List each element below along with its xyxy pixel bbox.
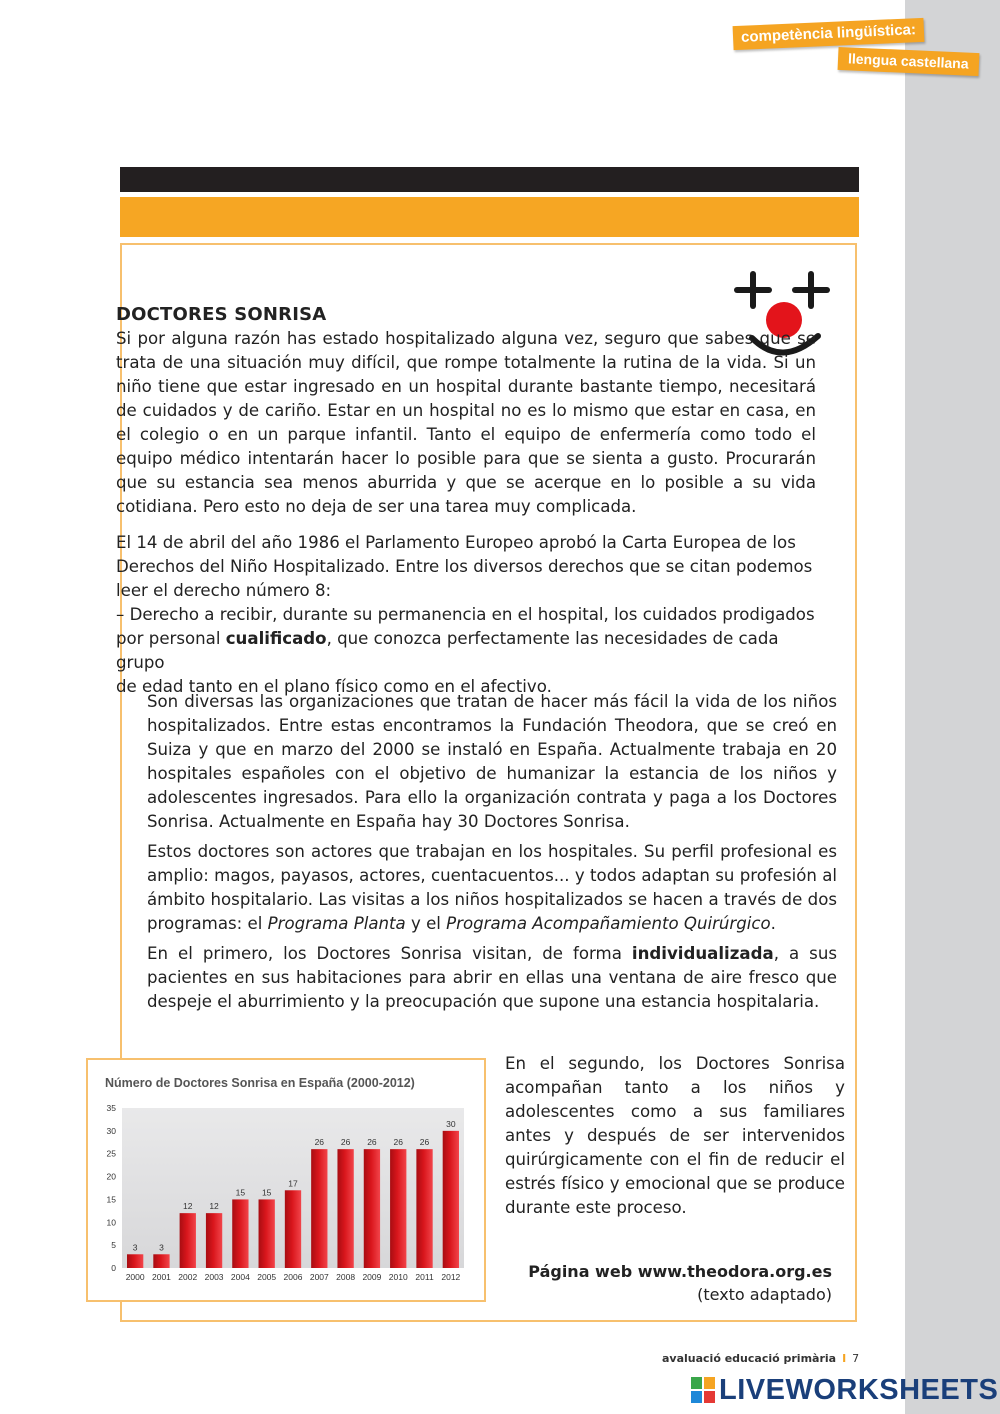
header-black-bar: [120, 167, 859, 192]
bar-value-label: 26: [393, 1137, 403, 1148]
bar-2002: [180, 1213, 196, 1268]
paragraph-intro: Si por alguna razón has estado hospitalizado alguna vez, seguro que sabes que se trata de una situación muy difícil, que rompe totalmente la rutina de la vida. Si un niño tiene que estar ingresado en un hospital durante bastante tiempo, necesitará de cuidados y de cariño. Estar en un hospital no es lo mismo que estar en casa, en el colegio o en un parque infantil. Tanto el equipo de enfermería como todo el equipo médico intentarán hacer lo posible para que se sienta a gusto. Procurarán que su estancia sea menos aburrida y que se acerque en lo posible a su vida cotidiana. Pero esto no deja de ser una tarea muy complicada.: [116, 329, 816, 516]
y-tick-label: 20: [106, 1171, 116, 1182]
bar-value-label: 26: [314, 1137, 325, 1148]
liveworksheets-logo: [691, 1374, 998, 1406]
bar-value-label: 3: [159, 1242, 164, 1253]
y-tick-label: 35: [106, 1103, 116, 1113]
y-tick-label: 25: [106, 1148, 116, 1159]
bar-value-label: 15: [235, 1187, 246, 1198]
x-tick-label: 2005: [257, 1272, 277, 1282]
subject-tag-competence: competència lingüística:: [733, 18, 925, 50]
y-tick-label: 0: [111, 1263, 116, 1273]
text-run: .: [770, 914, 776, 933]
footer-label: avaluació educació primària: [662, 1352, 837, 1365]
bar-value-label: 15: [261, 1187, 272, 1198]
x-tick-label: 2006: [283, 1272, 303, 1282]
bold-word-cualificado: cualificado: [225, 629, 327, 648]
source-website: Página web www.theodora.org.es: [528, 1262, 832, 1281]
text-run: , que conozca perfectamente las necesidades de cada grupo: [116, 629, 779, 672]
subject-tag-language: llengua castellana: [838, 47, 979, 76]
header-orange-bar: [120, 197, 859, 237]
liveworksheets-wordmark: LIVEWORKSHEETS: [719, 1373, 999, 1406]
chart-title: Número de Doctores Sonrisa en España (2000-2012): [105, 1076, 415, 1090]
bar-2003: [206, 1213, 222, 1268]
x-tick-label: 2003: [204, 1272, 224, 1282]
bar-value-label: 17: [288, 1178, 298, 1189]
liveworksheets-cube-icon: [691, 1377, 715, 1403]
x-tick-label: 2002: [178, 1272, 198, 1282]
bar-2000: [127, 1254, 143, 1268]
bar-2007: [311, 1149, 327, 1268]
paragraph-second-program: En el segundo, los Doctores Sonrisa acompañan tanto a los niños y adolescentes como a sus familiares antes y después de ser intervenidos quirúrgicamente con el fin de reducir el estrés físico y emocional que se produce durante este proceso.: [505, 1054, 845, 1217]
bar-value-label: 30: [446, 1118, 456, 1129]
page-number: 7: [852, 1352, 860, 1365]
article-title: DOCTORES SONRISA: [116, 304, 327, 325]
source-note: (texto adaptado): [697, 1285, 832, 1304]
bar-2011: [416, 1149, 432, 1268]
text-run: En el primero, los Doctores Sonrisa visitan, de forma: [147, 944, 632, 963]
paragraph-rights: [116, 531, 816, 699]
x-tick-label: 2001: [152, 1272, 171, 1282]
bar-chart: [88, 1060, 484, 1300]
italic-program-planta: Programa Planta: [267, 914, 406, 933]
paragraph-first-program: [147, 942, 837, 1014]
page-side-strip: [905, 0, 1000, 1414]
italic-program-quirurgico: Programa Acompañamiento Quirúrgico: [446, 914, 771, 933]
bar-2009: [364, 1149, 380, 1268]
x-tick-label: 2008: [336, 1272, 356, 1282]
bar-2010: [390, 1149, 406, 1268]
bold-word-individualizada: individualizada: [631, 944, 774, 963]
bar-value-label: 26: [419, 1137, 430, 1148]
text-run: , a sus pacientes en sus habitaciones para abrir en ellas una ventana de aire fresco que despeje el aburrimiento y la preocupación que supone una estancia hospitalaria.: [147, 944, 837, 1011]
bar-value-label: 12: [183, 1201, 193, 1212]
x-tick-label: 2009: [362, 1272, 382, 1282]
bar-2005: [259, 1199, 275, 1268]
y-tick-label: 10: [106, 1217, 116, 1228]
bar-2012: [443, 1131, 459, 1268]
x-tick-label: 2012: [441, 1272, 461, 1282]
x-tick-label: 2004: [230, 1272, 250, 1282]
bar-2004: [232, 1199, 248, 1268]
page-footer: [662, 1352, 859, 1365]
rights-line: – Derecho a recibir, durante su permanencia en el hospital, los cuidados prodigados: [116, 605, 815, 624]
paragraph-doctors: [147, 840, 837, 936]
y-tick-label: 5: [111, 1240, 116, 1251]
x-tick-label: 2000: [125, 1272, 145, 1282]
article-intro: [116, 303, 816, 699]
text-run: y el: [405, 914, 447, 933]
rights-line: leer el derecho número 8:: [116, 581, 332, 600]
y-tick-label: 30: [106, 1125, 116, 1136]
bar-value-label: 12: [209, 1201, 219, 1212]
article-body-indented: [147, 690, 837, 1020]
rights-line: Derechos del Niño Hospitalizado. Entre los diversos derechos que se citan podemos: [116, 557, 813, 576]
rights-line: [116, 627, 816, 675]
x-tick-label: 2010: [388, 1272, 408, 1282]
text-run: por personal: [116, 629, 226, 648]
rights-line: El 14 de abril del año 1986 el Parlamento Europeo aprobó la Carta Europea de los: [116, 533, 796, 552]
paragraph-organizations: Son diversas las organizaciones que tratan de hacer más fácil la vida de los niños hospitalizados. Entre estas encontramos la Fundación Theodora, que se creó en Suiza y que en marzo del 2000 se instaló en España. Actualmente trabaja en 20 hospitales españoles con el objetivo de humanizar la estancia de los niños y adolescentes ingresados. Para ello la organización contrata y paga a los Doctores Sonrisa. Actualmente en España hay 30 Doctores Sonrisa.: [147, 692, 837, 831]
bar-value-label: 3: [132, 1242, 138, 1253]
x-tick-label: 2007: [309, 1272, 329, 1282]
bar-value-label: 26: [340, 1137, 351, 1148]
bar-2008: [337, 1149, 353, 1268]
bar-2006: [285, 1190, 301, 1268]
text-run: Estos doctores son actores que trabajan en los hospitales. Su perfil profesional es amplio: magos, payasos, actores, cuentacuentos... y todos adaptan su profesión al ámbito hospitalario. Las visitas a los niños hospitalizados se hacen a través de dos programas: el: [147, 842, 837, 933]
bar-2001: [153, 1254, 169, 1268]
article-side-column: [505, 1052, 845, 1220]
chart-container: [86, 1058, 486, 1302]
footer-separator: I: [842, 1352, 847, 1365]
y-tick-label: 15: [106, 1194, 116, 1205]
rights-line: de edad tanto en el plano físico como en el afectivo.: [116, 677, 552, 696]
bar-value-label: 26: [367, 1137, 377, 1148]
source-citation: [520, 1260, 832, 1306]
x-tick-label: 2011: [415, 1272, 434, 1282]
